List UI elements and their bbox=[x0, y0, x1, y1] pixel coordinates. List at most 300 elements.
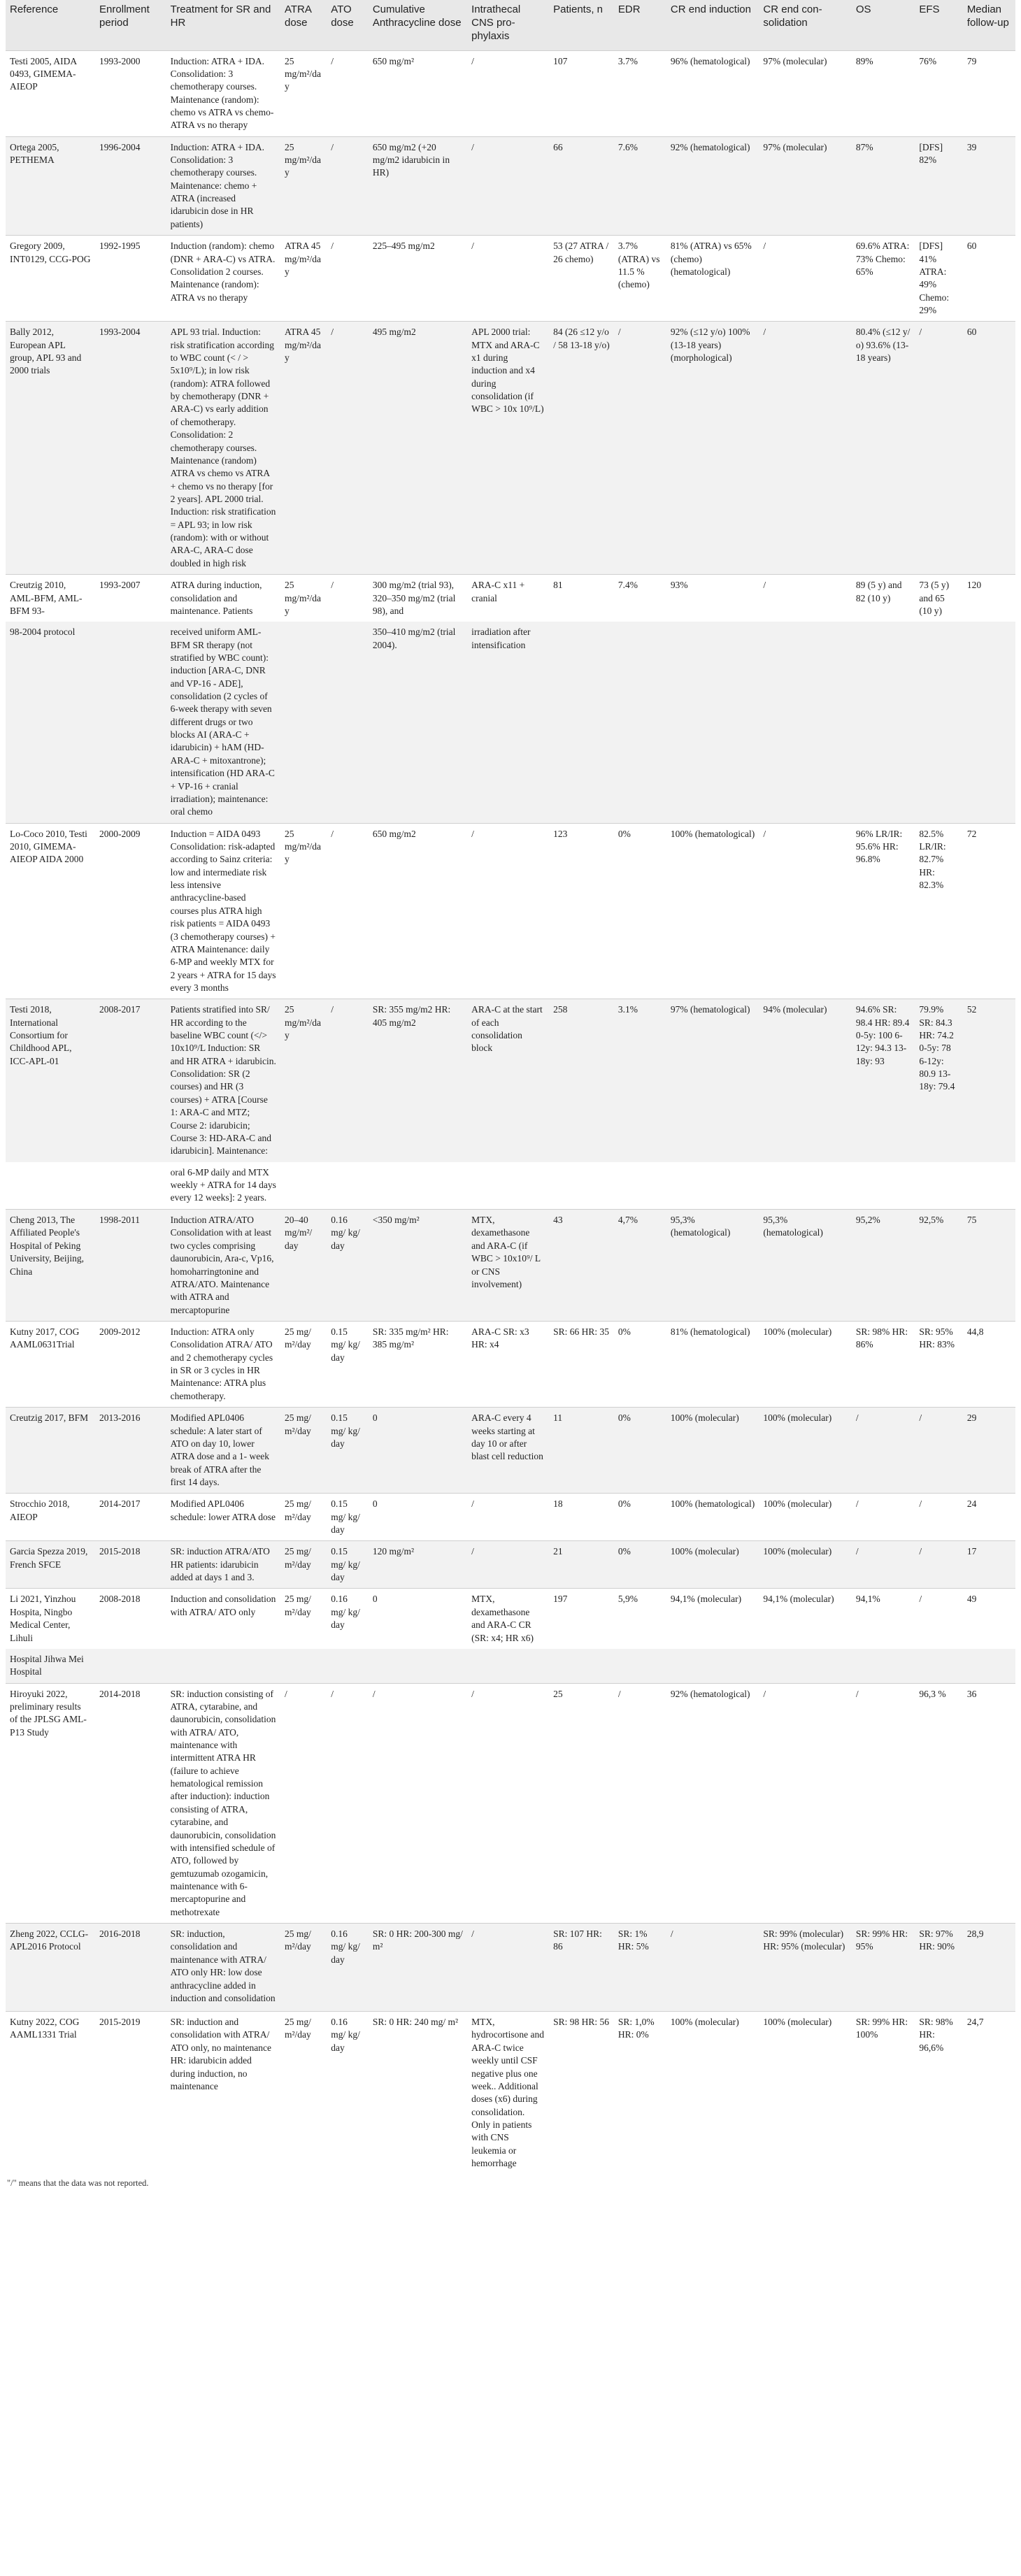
table-cell: APL 2000 trial: MTX and ARA-C x1 during induction and x4 during consolidation (if WBC > 10x 10⁹/L) bbox=[467, 322, 549, 575]
table-cell bbox=[280, 1162, 327, 1210]
table-cell: 100% (molecular) bbox=[759, 1321, 851, 1407]
table-cell: Hiroyuki 2022, preliminary results of the JPLSG AML-P13 Study bbox=[6, 1683, 95, 1923]
table-cell: 24 bbox=[963, 1494, 1015, 1541]
column-header: OS bbox=[852, 0, 915, 50]
table-row bbox=[6, 575, 1015, 622]
table-cell: 29 bbox=[963, 1408, 1015, 1494]
table-cell: 95,3% (hematological) bbox=[759, 1210, 851, 1322]
table-cell: 100% (molecular) bbox=[666, 1408, 759, 1494]
table-cell: / bbox=[759, 236, 851, 322]
table-cell bbox=[6, 1162, 95, 1210]
table-cell: Patients stratified into SR/ HR according to the baseline WBC count (</> 10x10⁹/L Induction: SR and HR ATRA + idarubicin. Consolidation: SR (2 courses) and HR (3 courses) + ATRA [Course 1: ARA-C and MTZ; Course 2: idarubicin; Course 3: HD-ARA-C and idarubicin]. Maintenance: bbox=[166, 999, 280, 1162]
column-header: Patients, n bbox=[549, 0, 614, 50]
table-cell: / bbox=[759, 322, 851, 575]
table-body bbox=[6, 50, 1015, 2174]
table-cell: / bbox=[327, 575, 369, 622]
table-row bbox=[6, 1321, 1015, 1407]
table-cell: / bbox=[327, 322, 369, 575]
table-cell: Garcia Spezza 2019, French SFCE bbox=[6, 1541, 95, 1589]
table-cell: / bbox=[852, 1494, 915, 1541]
table-cell: 94,1% (molecular) bbox=[666, 1589, 759, 1649]
table-cell bbox=[549, 622, 614, 823]
table-cell bbox=[280, 1649, 327, 1683]
table-cell: 81% (hematological) bbox=[666, 1321, 759, 1407]
table-cell: SR: 0 HR: 240 mg/ m² bbox=[369, 2012, 467, 2175]
table-cell: 0.15 mg/ kg/ day bbox=[327, 1494, 369, 1541]
table-cell bbox=[666, 622, 759, 823]
table-row bbox=[6, 1683, 1015, 1923]
table-cell: 25 mg/m²/day bbox=[280, 136, 327, 236]
table-cell: Modified APL0406 schedule: A later start of ATO on day 10, lower ATRA dose and a 1- week break of ATRA after the first 14 days. bbox=[166, 1408, 280, 1494]
table-cell: / bbox=[614, 322, 666, 575]
table-cell: 21 bbox=[549, 1541, 614, 1589]
table-cell: 87% bbox=[852, 136, 915, 236]
table-cell: 2009-2012 bbox=[95, 1321, 166, 1407]
table-cell: 25 mg/ m²/day bbox=[280, 1589, 327, 1649]
table-cell: 1996-2004 bbox=[95, 136, 166, 236]
table-cell bbox=[963, 1162, 1015, 1210]
table-cell: SR: 355 mg/m2 HR: 405 mg/m2 bbox=[369, 999, 467, 1162]
table-cell: 60 bbox=[963, 322, 1015, 575]
table-cell: / bbox=[467, 823, 549, 999]
column-header: EFS bbox=[915, 0, 962, 50]
table-cell: 98-2004 protocol bbox=[6, 622, 95, 823]
table-cell: 2014-2018 bbox=[95, 1683, 166, 1923]
table-cell: / bbox=[467, 236, 549, 322]
table-cell: / bbox=[852, 1683, 915, 1923]
table-cell: / bbox=[327, 50, 369, 136]
table-cell: 495 mg/m2 bbox=[369, 322, 467, 575]
clinical-trials-table bbox=[6, 0, 1015, 2174]
table-cell: 100% (hematological) bbox=[666, 1494, 759, 1541]
table-cell: 49 bbox=[963, 1589, 1015, 1649]
table-cell: 96,3 % bbox=[915, 1683, 962, 1923]
table-header-row bbox=[6, 0, 1015, 50]
table-cell: ARA-C x11 + cranial bbox=[467, 575, 549, 622]
table-cell: / bbox=[467, 50, 549, 136]
table-cell: / bbox=[759, 823, 851, 999]
table-cell: 25 mg/ m²/day bbox=[280, 1924, 327, 2012]
table-cell: 76% bbox=[915, 50, 962, 136]
table-cell: 100% (molecular) bbox=[759, 1541, 851, 1589]
table-cell bbox=[852, 1162, 915, 1210]
table-cell: Lo-Coco 2010, Testi 2010, GIMEMA-AIEOP AIDA 2000 bbox=[6, 823, 95, 999]
table-cell: 92% (hematological) bbox=[666, 1683, 759, 1923]
table-cell: 92% (≤12 y/o) 100% (13-18 years) (morphological) bbox=[666, 322, 759, 575]
table-cell: ARA-C every 4 weeks starting at day 10 or after blast cell reduction bbox=[467, 1408, 549, 1494]
table-cell: 72 bbox=[963, 823, 1015, 999]
table-cell: 11 bbox=[549, 1408, 614, 1494]
table-cell: / bbox=[467, 1683, 549, 1923]
table-cell: 100% (molecular) bbox=[666, 2012, 759, 2175]
table-cell: 107 bbox=[549, 50, 614, 136]
table-cell bbox=[467, 1649, 549, 1683]
table-cell: 66 bbox=[549, 136, 614, 236]
table-cell: [DFS] 41% ATRA: 49% Chemo: 29% bbox=[915, 236, 962, 322]
table-cell: 97% (molecular) bbox=[759, 50, 851, 136]
table-cell: / bbox=[280, 1683, 327, 1923]
table-cell: / bbox=[759, 575, 851, 622]
column-header: Cumulative Anthracycline dose bbox=[369, 0, 467, 50]
table-cell: 69.6% ATRA: 73% Chemo: 65% bbox=[852, 236, 915, 322]
table-cell bbox=[327, 1162, 369, 1210]
table-cell: / bbox=[915, 1541, 962, 1589]
table-cell bbox=[166, 1649, 280, 1683]
table-cell: SR: 99% HR: 95% bbox=[852, 1924, 915, 2012]
table-cell: / bbox=[759, 1683, 851, 1923]
table-footnote: "/" means that the data was not reported. bbox=[7, 2178, 149, 2189]
table-cell: 7.6% bbox=[614, 136, 666, 236]
table-cell: / bbox=[369, 1683, 467, 1923]
table-cell: / bbox=[327, 823, 369, 999]
table-cell: / bbox=[915, 1589, 962, 1649]
table-row bbox=[6, 1162, 1015, 1210]
table-cell: SR: induction ATRA/ATO HR patients: idarubicin added at days 1 and 3. bbox=[166, 1541, 280, 1589]
table-cell: 7.4% bbox=[614, 575, 666, 622]
table-row bbox=[6, 999, 1015, 1162]
table-cell bbox=[280, 622, 327, 823]
table-cell: SR: 98 HR: 56 bbox=[549, 2012, 614, 2175]
table-cell: Bally 2012, European APL group, APL 93 and 2000 trials bbox=[6, 322, 95, 575]
table-cell: 0.16 mg/ kg/ day bbox=[327, 1210, 369, 1322]
table-cell: 258 bbox=[549, 999, 614, 1162]
table-cell bbox=[95, 1649, 166, 1683]
table-cell: MTX, dexamethasone and ARA-C CR (SR: x4; HR x6) bbox=[467, 1589, 549, 1649]
table-cell: / bbox=[467, 1924, 549, 2012]
table-row bbox=[6, 622, 1015, 823]
table-cell: SR: 0 HR: 200-300 mg/ m² bbox=[369, 1924, 467, 2012]
table-cell: 1992-1995 bbox=[95, 236, 166, 322]
table-cell: 2008-2018 bbox=[95, 1589, 166, 1649]
table-row bbox=[6, 2012, 1015, 2175]
table-cell bbox=[759, 622, 851, 823]
table-row bbox=[6, 136, 1015, 236]
table-cell: 0% bbox=[614, 1494, 666, 1541]
table-cell bbox=[369, 1162, 467, 1210]
table-cell: 1998-2011 bbox=[95, 1210, 166, 1322]
table-row bbox=[6, 1649, 1015, 1683]
table-cell: / bbox=[666, 1924, 759, 2012]
column-header: CR end induction bbox=[666, 0, 759, 50]
table-cell: / bbox=[852, 1408, 915, 1494]
table-cell: Induction: ATRA + IDA. Consolidation: 3 chemotherapy courses. Maintenance: chemo + ATRA (increased idarubicin dose in HR patients) bbox=[166, 136, 280, 236]
table-cell bbox=[327, 622, 369, 823]
table-cell: 0% bbox=[614, 823, 666, 999]
column-header: ATRA dose bbox=[280, 0, 327, 50]
table-cell: 25 mg/ m²/day bbox=[280, 1541, 327, 1589]
table-row bbox=[6, 1494, 1015, 1541]
table-cell: 123 bbox=[549, 823, 614, 999]
table-cell: 0% bbox=[614, 1541, 666, 1589]
table-cell: 0.16 mg/ kg/ day bbox=[327, 1924, 369, 2012]
table-cell: 2000-2009 bbox=[95, 823, 166, 999]
table-cell: Induction (random): chemo (DNR + ARA-C) vs ATRA. Consolidation 2 courses. Maintenance (random): ATRA vs no therapy bbox=[166, 236, 280, 322]
table-cell: [DFS] 82% bbox=[915, 136, 962, 236]
table-cell: 44,8 bbox=[963, 1321, 1015, 1407]
table-cell: 25 mg/m²/day bbox=[280, 823, 327, 999]
table-cell: SR: induction and consolidation with ATRA/ ATO only, no maintenance HR: idarubicin added during induction, no maintenance bbox=[166, 2012, 280, 2175]
table-cell: / bbox=[852, 1541, 915, 1589]
table-cell bbox=[549, 1162, 614, 1210]
table-cell: 197 bbox=[549, 1589, 614, 1649]
table-cell: ATRA during induction, consolidation and maintenance. Patients bbox=[166, 575, 280, 622]
table-cell bbox=[666, 1649, 759, 1683]
table-cell: 350–410 mg/m2 (trial 2004). bbox=[369, 622, 467, 823]
table-cell: 0% bbox=[614, 1408, 666, 1494]
table-cell: APL 93 trial. Induction: risk stratification according to WBC count (< / > 5x10⁹/L); in low risk (random): ATRA followed by chemotherapy (DNR + ARA-C) vs early addition of chemotherapy. Consolidation: 2 chemotherapy courses. Maintenance (random) ATRA vs chemo vs ATRA + chemo vs no therapy [for 2 years]. APL 2000 trial. Induction: risk stratification = APL 93; in low risk (random): with or without ARA-C, ARA-C dose doubled in high risk bbox=[166, 322, 280, 575]
table-cell: 93% bbox=[666, 575, 759, 622]
table-cell: 25 mg/ m²/day bbox=[280, 1494, 327, 1541]
table-cell: / bbox=[915, 1494, 962, 1541]
table-cell bbox=[369, 1649, 467, 1683]
table-row bbox=[6, 322, 1015, 575]
table-cell: 94.6% SR: 98.4 HR: 89.4 0-5y: 100 6-12y: 94.3 13-18y: 93 bbox=[852, 999, 915, 1162]
table-cell: 225–495 mg/m2 bbox=[369, 236, 467, 322]
table-cell: 25 mg/m²/day bbox=[280, 50, 327, 136]
table-cell: 43 bbox=[549, 1210, 614, 1322]
table-cell: 650 mg/m2 (+20 mg/m2 idarubicin in HR) bbox=[369, 136, 467, 236]
table-cell: 3.7% bbox=[614, 50, 666, 136]
table-cell: Kutny 2022, COG AAML1331 Trial bbox=[6, 2012, 95, 2175]
table-cell: 92,5% bbox=[915, 1210, 962, 1322]
table-cell: 100% (molecular) bbox=[759, 2012, 851, 2175]
table-cell: Kutny 2017, COG AAML0631Trial bbox=[6, 1321, 95, 1407]
table-cell: 28,9 bbox=[963, 1924, 1015, 2012]
table-cell: SR: induction consisting of ATRA, cytarabine, and daunorubicin, consolidation with ATRA/ ATO, maintenance with intermittent ATRA HR (failure to achieve hematological remission after induction): induction consisting of ATRA, cytarabine, and daunorubicin, consolidation with intensified schedule of ATO, followed by gemtuzumab ozogamicin, maintenance with 6-mercaptopurine and methotrexate bbox=[166, 1683, 280, 1923]
table-cell: 95,2% bbox=[852, 1210, 915, 1322]
table-cell: Induction = AIDA 0493 Consolidation: risk-adapted according to Sainz criteria: low and intermediate risk less intensive anthracycline-based courses plus ATRA high risk patients = AIDA 0493 (3 chemotherapy courses) + ATRA Maintenance: daily 6-MP and weekly MTX for 2 years + ATRA for 15 days every 3 months bbox=[166, 823, 280, 999]
table-cell: 1993-2000 bbox=[95, 50, 166, 136]
table-cell: 0.15 mg/ kg/ day bbox=[327, 1321, 369, 1407]
table-cell: 94% (molecular) bbox=[759, 999, 851, 1162]
table-cell: 2014-2017 bbox=[95, 1494, 166, 1541]
table-cell: 96% (hematological) bbox=[666, 50, 759, 136]
table-cell bbox=[614, 1649, 666, 1683]
table-cell bbox=[666, 1162, 759, 1210]
table-cell: 73 (5 y) and 65 (10 y) bbox=[915, 575, 962, 622]
table-cell: / bbox=[915, 322, 962, 575]
table-cell: 0 bbox=[369, 1408, 467, 1494]
table-cell: 120 mg/m² bbox=[369, 1541, 467, 1589]
table-row bbox=[6, 236, 1015, 322]
table-cell bbox=[759, 1162, 851, 1210]
table-cell: 0.15 mg/ kg/ day bbox=[327, 1541, 369, 1589]
table-cell: ATRA 45 mg/m²/day bbox=[280, 322, 327, 575]
table-cell: oral 6-MP daily and MTX weekly + ATRA for 14 days every 12 weeks]: 2 years. bbox=[170, 1166, 276, 1203]
table-row bbox=[6, 1589, 1015, 1649]
table-cell: irradiation after intensification bbox=[467, 622, 549, 823]
table-cell bbox=[614, 1162, 666, 1210]
table-cell: 36 bbox=[963, 1683, 1015, 1923]
table-cell bbox=[327, 1649, 369, 1683]
table-cell: / bbox=[467, 1541, 549, 1589]
table-cell: SR: 95% HR: 83% bbox=[915, 1321, 962, 1407]
table-cell: 3.7% (ATRA) vs 11.5 % (chemo) bbox=[614, 236, 666, 322]
table-cell: 650 mg/m² bbox=[369, 50, 467, 136]
table-cell: ARA-C SR: x3 HR: x4 bbox=[467, 1321, 549, 1407]
table-cell bbox=[467, 1162, 549, 1210]
table-cell: 20–40 mg/m²/ day bbox=[280, 1210, 327, 1322]
column-header: ATO dose bbox=[327, 0, 369, 50]
table-cell: 2013-2016 bbox=[95, 1408, 166, 1494]
table-cell: SR: 1% HR: 5% bbox=[614, 1924, 666, 2012]
column-header: Treatment for SR and HR bbox=[166, 0, 280, 50]
table-cell: 25 mg/ m²/day bbox=[280, 1408, 327, 1494]
table-cell bbox=[915, 1162, 962, 1210]
table-cell: 0 bbox=[369, 1589, 467, 1649]
table-cell bbox=[614, 622, 666, 823]
table-cell: Cheng 2013, The Affiliated People's Hospital of Peking University, Beijing, China bbox=[6, 1210, 95, 1322]
table-cell: 94,1% (molecular) bbox=[759, 1589, 851, 1649]
table-cell: 2008-2017 bbox=[95, 999, 166, 1162]
table-cell: 96% LR/IR: 95.6% HR: 96.8% bbox=[852, 823, 915, 999]
table-cell: 25 mg/m²/day bbox=[280, 575, 327, 622]
table-cell: / bbox=[915, 1408, 962, 1494]
table-cell: / bbox=[327, 136, 369, 236]
table-cell: SR: 99% HR: 100% bbox=[852, 2012, 915, 2175]
table-cell: SR: 99% (molecular) HR: 95% (molecular) bbox=[759, 1924, 851, 2012]
column-header: Intrathecal CNS pro-phylaxis bbox=[467, 0, 549, 50]
table-cell: 17 bbox=[963, 1541, 1015, 1589]
table-cell: 120 bbox=[963, 575, 1015, 622]
table-cell: 0.15 mg/ kg/ day bbox=[327, 1408, 369, 1494]
table-cell bbox=[759, 1649, 851, 1683]
table-cell: Induction ATRA/ATO Consolidation with at least two cycles comprising daunorubicin, Ara-c, Vp16, homoharringtonine and ATRA/ATO. Maintenance with ATRA and mercaptopurine bbox=[166, 1210, 280, 1322]
table-cell: 5,9% bbox=[614, 1589, 666, 1649]
table-cell bbox=[852, 622, 915, 823]
table-row bbox=[6, 1924, 1015, 2012]
table-row bbox=[6, 50, 1015, 136]
table-cell bbox=[915, 1649, 962, 1683]
table-cell: 1993-2007 bbox=[95, 575, 166, 622]
table-cell: 0 bbox=[369, 1494, 467, 1541]
table-cell: 25 mg/ m²/day bbox=[280, 1321, 327, 1407]
table-cell: SR: 335 mg/m² HR: 385 mg/m² bbox=[369, 1321, 467, 1407]
table-cell: Ortega 2005, PETHEMA bbox=[6, 136, 95, 236]
table-cell: Induction: ATRA + IDA. Consolidation: 3 chemotherapy courses. Maintenance (random): chemo vs ATRA vs chemo-ATRA vs no therapy bbox=[166, 50, 280, 136]
table-cell: 60 bbox=[963, 236, 1015, 322]
table-cell: Induction and consolidation with ATRA/ ATO only bbox=[166, 1589, 280, 1649]
table-cell: 18 bbox=[549, 1494, 614, 1541]
table-cell bbox=[95, 622, 166, 823]
table-row bbox=[6, 823, 1015, 999]
table-cell: 0% bbox=[614, 1321, 666, 1407]
table-cell bbox=[963, 1649, 1015, 1683]
table-cell: 2015-2018 bbox=[95, 1541, 166, 1589]
table-cell: SR: 97% HR: 90% bbox=[915, 1924, 962, 2012]
table-cell: 100% (molecular) bbox=[666, 1541, 759, 1589]
table-cell: Creutzig 2017, BFM bbox=[6, 1408, 95, 1494]
table-cell: MTX, hydrocortisone and ARA-C twice weekly until CSF negative plus one week.. Additional doses (x6) during consolidation. Only in patients with CNS leukemia or hemorrhage bbox=[467, 2012, 549, 2175]
table-cell bbox=[852, 1649, 915, 1683]
table-cell: 100% (molecular) bbox=[759, 1408, 851, 1494]
table-cell: Hospital Jihwa Mei Hospital bbox=[6, 1649, 95, 1683]
table-cell: 89% bbox=[852, 50, 915, 136]
table-cell: 82.5% LR/IR: 82.7% HR: 82.3% bbox=[915, 823, 962, 999]
table-cell: / bbox=[467, 136, 549, 236]
table-cell: 52 bbox=[963, 999, 1015, 1162]
table-cell bbox=[915, 622, 962, 823]
table-cell: / bbox=[327, 1683, 369, 1923]
table-cell: Creutzig 2010, AML-BFM, AML-BFM 93- bbox=[6, 575, 95, 622]
table-cell: / bbox=[327, 236, 369, 322]
table-cell: Testi 2005, AIDA 0493, GIMEMA-AIEOP bbox=[6, 50, 95, 136]
table-cell: 95,3% (hematological) bbox=[666, 1210, 759, 1322]
table-cell: 79 bbox=[963, 50, 1015, 136]
table-cell: 650 mg/m2 bbox=[369, 823, 467, 999]
table-cell: 89 (5 y) and 82 (10 y) bbox=[852, 575, 915, 622]
table-row bbox=[6, 1210, 1015, 1322]
table-cell bbox=[963, 622, 1015, 823]
table-cell: 100% (hematological) bbox=[666, 823, 759, 999]
table-row bbox=[6, 1408, 1015, 1494]
table-cell: 4,7% bbox=[614, 1210, 666, 1322]
table-cell: ARA-C at the start of each consolidation block bbox=[467, 999, 549, 1162]
table-cell: 25 mg/m²/day bbox=[280, 999, 327, 1162]
table-cell: Modified APL0406 schedule: lower ATRA dose bbox=[166, 1494, 280, 1541]
column-header: Enrollment period bbox=[95, 0, 166, 50]
table-cell: 2015-2019 bbox=[95, 2012, 166, 2175]
column-header: Reference bbox=[6, 0, 95, 50]
table-cell: SR: 1,0% HR: 0% bbox=[614, 2012, 666, 2175]
table-cell: 84 (26 ≤12 y/o / 58 13-18 y/o) bbox=[549, 322, 614, 575]
table-cell: ATRA 45 mg/m²/day bbox=[280, 236, 327, 322]
table-cell: Gregory 2009, INT0129, CCG-POG bbox=[6, 236, 95, 322]
table-cell: 1993-2004 bbox=[95, 322, 166, 575]
column-header: CR end con-solidation bbox=[759, 0, 851, 50]
table-cell: 0.16 mg/ kg/ day bbox=[327, 2012, 369, 2175]
table-cell: Strocchio 2018, AIEOP bbox=[6, 1494, 95, 1541]
table-cell: / bbox=[614, 1683, 666, 1923]
table-cell: Induction: ATRA only Consolidation ATRA/ ATO and 2 chemotherapy cycles in SR or 3 cycles in HR Maintenance: ATRA plus chemotherapy. bbox=[166, 1321, 280, 1407]
table-cell: SR: 66 HR: 35 bbox=[549, 1321, 614, 1407]
table-cell: 94,1% bbox=[852, 1589, 915, 1649]
table-cell: / bbox=[467, 1494, 549, 1541]
table-cell: MTX, dexamethasone and ARA-C (if WBC > 10x10⁹/ L or CNS involvement) bbox=[467, 1210, 549, 1322]
column-header: EDR bbox=[614, 0, 666, 50]
table-cell: 25 bbox=[549, 1683, 614, 1923]
table-cell: Zheng 2022, CCLG-APL2016 Protocol bbox=[6, 1924, 95, 2012]
table-cell: SR: 107 HR: 86 bbox=[549, 1924, 614, 2012]
table-cell: SR: 98% HR: 96,6% bbox=[915, 2012, 962, 2175]
table-cell: 81% (ATRA) vs 65% (chemo) (hematological) bbox=[666, 236, 759, 322]
table-cell: <350 mg/m² bbox=[369, 1210, 467, 1322]
table-cell: 25 mg/ m²/day bbox=[280, 2012, 327, 2175]
table-cell: 75 bbox=[963, 1210, 1015, 1322]
table-cell: 39 bbox=[963, 136, 1015, 236]
column-header: Median follow-up bbox=[963, 0, 1015, 50]
table-cell bbox=[95, 1162, 166, 1210]
table-cell: SR: induction, consolidation and maintenance with ATRA/ ATO only HR: low dose anthracycline added in induction and consolidation bbox=[166, 1924, 280, 2012]
table-cell: 53 (27 ATRA / 26 chemo) bbox=[549, 236, 614, 322]
table-cell: 81 bbox=[549, 575, 614, 622]
table-cell: / bbox=[327, 999, 369, 1162]
table-cell: 79.9% SR: 84.3 HR: 74.2 0-5y: 78 6-12y: 80.9 13-18y: 79.4 bbox=[915, 999, 962, 1162]
table-cell: 97% (molecular) bbox=[759, 136, 851, 236]
table-cell: SR: 98% HR: 86% bbox=[852, 1321, 915, 1407]
table-cell: Testi 2018, International Consortium for Childhood APL, ICC-APL-01 bbox=[6, 999, 95, 1162]
table-cell: 80.4% (≤12 y/ o) 93.6% (13-18 years) bbox=[852, 322, 915, 575]
table-cell: 97% (hematological) bbox=[666, 999, 759, 1162]
table-cell: 0.16 mg/ kg/ day bbox=[327, 1589, 369, 1649]
table-row bbox=[6, 1541, 1015, 1589]
table-cell: 2016-2018 bbox=[95, 1924, 166, 2012]
table-cell: received uniform AML-BFM SR therapy (not stratified by WBC count): induction [ARA-C, DNR and VP-16 - ADE], consolidation (2 cycles of 6-week therapy with seven different drugs or two blocks AI (ARA-C + idarubicin) + hAM (HD-ARA-C + mitoxantrone); intensification (HD ARA-C + VP-16 + cranial irradiation); maintenance: oral chemo bbox=[166, 622, 280, 823]
table-cell: 3.1% bbox=[614, 999, 666, 1162]
table-cell: 300 mg/m2 (trial 93), 320–350 mg/m2 (trial 98), and bbox=[369, 575, 467, 622]
table-cell: 92% (hematological) bbox=[666, 136, 759, 236]
table-cell: 24,7 bbox=[963, 2012, 1015, 2175]
